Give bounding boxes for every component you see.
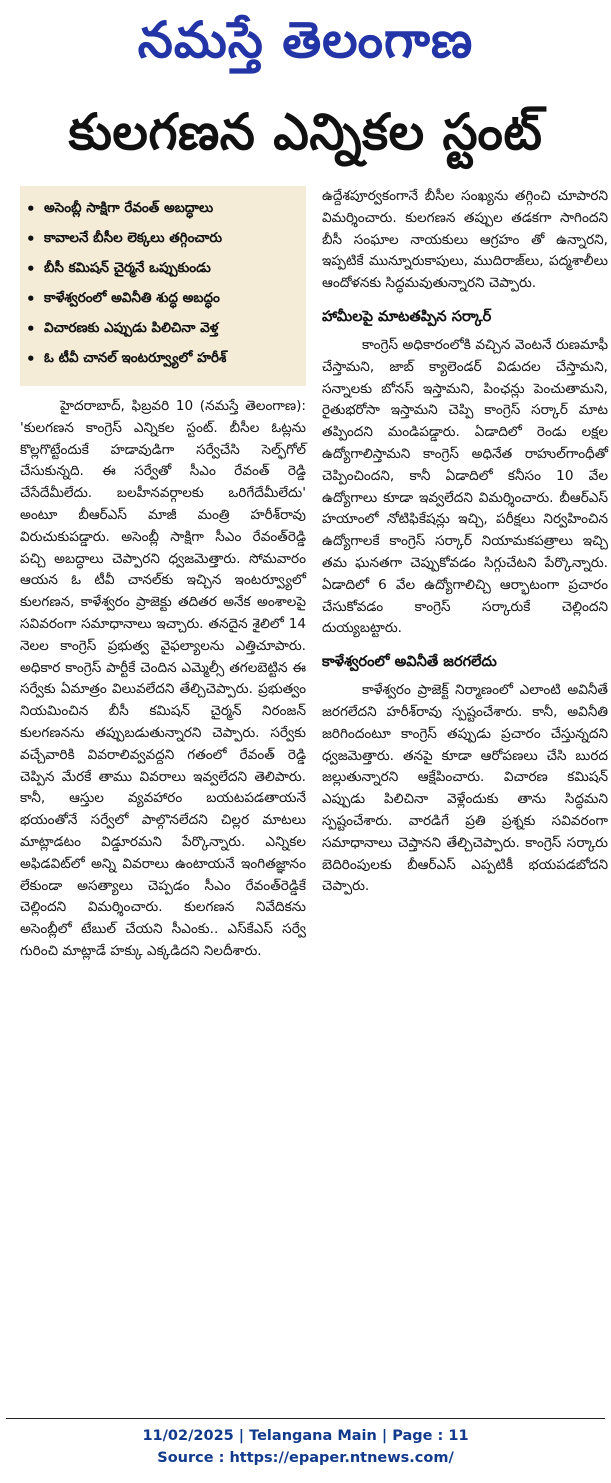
bullet-icon: • bbox=[26, 200, 36, 218]
footer-source-link[interactable]: Source : https://epaper.ntnews.com/ bbox=[157, 1450, 454, 1466]
subheading-kaleshwaram: కాళేశ్వరంలో అవినీతే జరగలేదు bbox=[322, 653, 497, 671]
right-intro-paragraph: ఉద్దేశపూర్వకంగానే బీసీల సంఖ్యను తగ్గించి చూపారని విమర్శించారు. కులగణన తప్పుల తడకగా సాగిందని బీసీ సంఘాల నాయకులు ఆగ్రహం తో ఉన్నారని, ఇప్పటికే మున్నూరుకాపులు, ముదిరాజ్‌లు, పద్మశాలీలు ఆందోళనకు సిద్ధమవుతున్నారని చెప్పారు. bbox=[322, 188, 608, 292]
masthead-title: నమస్తే తెలంగాణ bbox=[137, 10, 474, 69]
newspaper-masthead bbox=[0, 0, 611, 92]
highlight-item: • బీసీ కమిషన్ చైర్మనే ఒప్పుకుండు bbox=[26, 259, 211, 278]
bullet-icon: • bbox=[26, 230, 36, 248]
highlights-box bbox=[20, 186, 306, 386]
highlight-item: • అసెంబ్లీ సాక్షిగా రేవంత్ అబద్ధాలు bbox=[26, 199, 214, 218]
highlight-item: • కావాలనే బీసీల లెక్కలు తగ్గించారు bbox=[26, 229, 223, 248]
headline-text: కులగణన ఎన్నికల స్టంట్ bbox=[68, 102, 543, 161]
promises-paragraph: కాంగ్రెస్ అధికారంలోకి వచ్చిన వెంటనే రుణమాఫీ చేస్తామని, జాబ్ క్యాలెండర్ విడుదల చేస్తామని, సన్నాలకు బోనస్ ఇస్తామని, పింఛన్లు పెంచుతామని, రైతుభరోసా ఇస్తామని చెప్పి కాంగ్రెస్ సర్కార్ మాట తప్పిందని మండిపడ్డారు. ఏడాదిలో రెండు లక్షల ఉద్యోగాలిస్తామని కాంగ్రెస్ అధినేత రాహుల్‌గాంధీతో చెప్పించిందని, కానీ ఏడాదిలో కనీసం 10 వేల ఉద్యోగాలు కూడా ఇవ్వలేదని విమర్శించారు. బీఆర్ఎస్ హయాంలో నోటిఫికేషన్లు ఇచ్చి, పరీక్షలు నిర్వహించిన ఉద్యోగాలకే కాంగ్రెస్ సర్కార్ నియామకపత్రాలు ఇచ్చి తమ ఘనతగా చెప్పుకోవడం సిగ్గుచేటని పేర్కొన్నారు. ఏడాదిలో 6 వేల ఉద్యోగాలిచ్చి ఆర్భాటంగా ప్రచారం చేసుకోవడం కాంగ్రెస్ సర్కారుకే చెల్లిందని దుయ్యబట్టారు. bbox=[322, 336, 608, 637]
article-body bbox=[20, 186, 608, 1396]
highlight-item: • ఓ టీవీ చానల్ ఇంటర్వ్యూలో హరీశ్ bbox=[26, 349, 227, 368]
footer-divider bbox=[6, 1418, 605, 1419]
highlight-item: • విచారణకు ఎప్పుడు పిలిచినా వెళ్త bbox=[26, 319, 219, 338]
article-headline bbox=[0, 95, 611, 181]
highlight-item: • కాళేశ్వరంలో అవినీతి శుద్ధ అబద్ధం bbox=[26, 289, 220, 308]
kaleshwaram-paragraph: కాళేశ్వరం ప్రాజెక్ట్ నిర్మాణంలో ఎలాంటి అవినీతే జరగలేదని హరీశ్‌రావు స్పష్టంచేశారు. కానీ, అవినీతి జరిగిందంటూ కాంగ్రెస్ తప్పుడు ప్రచారం చేస్తున్నదని ధ్వజమెత్తారు. తనపై కూడా ఆరోపణలు చేసి బురద జల్లుతున్నారని ఆక్షేపించారు. విచారణ కమిషన్ ఎప్పుడు పిలిచినా వెళ్లేందుకు తాను సిద్ధమని స్పష్టంచేశారు. వారడిగే ప్రతి ప్రశ్నకు సవివరంగా సమాధానాలు చెప్తానని తేల్చిచెప్పారు. కాంగ్రెస్ సర్కారు బెదిరింపులకు బీఆర్ఎస్ ఎప్పటికీ భయపడబోదని చెప్పారు. bbox=[322, 682, 608, 895]
page-footer bbox=[0, 1425, 611, 1469]
bullet-icon: • bbox=[26, 320, 36, 338]
bullet-icon: • bbox=[26, 350, 36, 368]
left-body-paragraph: హైదరాబాద్, ఫిబ్రవరి 10 (నమస్తే తెలంగాణ): 'కులగణన కాంగ్రెస్ ఎన్నికల స్టంట్. బీసీల ఓట్లను కొల్లగొట్టేందుకే హడావుడిగా సర్వేచేసి సెల్ఫ్‌గోల్ చేసుకున్నది. ఈ సర్వేతో సీఎం రేవంత్ రెడ్డి చేసేదేమీలేదు. బలహీనవర్గాలకు ఒరిగేదేమీలేదు' అంటూ బీఆర్ఎస్ మాజీ మంత్రి హరీశ్‌రావు విరుచుకుపడ్డారు. అసెంబ్లీ సాక్షిగా సీఎం రేవంత్‌రెడ్డి పచ్చి అబద్ధాలు చెప్పారని ధ్వజమెత్తారు. సోమవారం ఆయన ఓ టీవీ చానల్‌కు ఇచ్చిన ఇంటర్వ్యూలో కులగణన, కాళేశ్వరం ప్రాజెక్టు తదితర అనేక అంశాలపై సవివరంగా సమాధానాలు ఇచ్చారు. తనదైన శైలిలో 14 నెలల కాంగ్రెస్ ప్రభుత్వ వైఫల్యాలను ఎత్తిచూపారు. అధికార కాంగ్రెస్ పార్టీకే చెందిన ఎమ్మెల్సీ తగలబెట్టిన ఈ సర్వేకు ఏమాత్రం విలువలేదని తేల్చిచెప్పారు. ప్రభుత్వం నియమించిన బీసీ కమిషన్ చైర్మన్ నిరంజన్ కులగణనను తప్పుబడుతున్నారని చెప్పారు. సర్వేకు వచ్చేవారికి వివరాలివ్వవద్దని గతంలో రేవంత్ రెడ్డి చెప్పిన మేరకే తాము వివరాలు ఇవ్వలేదని తెలిపారు. కానీ, ఆస్తుల వ్యవహారం బయటపడతాయనే భయంతోనే సర్వేలో పాల్గొనలేదని చిల్లర మాటలు మాట్లాడటం విడ్డూరమని పేర్కొన్నారు. ఎన్నికల అఫిడవిట్‌లో అన్ని వివరాలు ఉంటాయనే ఇంగితజ్ఞానం లేకుండా అసత్యాలు చెప్పడం సీఎం రేవంత్‌రెడ్డికే చెల్లిందని విమర్శించారు. కులగణన నివేదికను అసెంబ్లీలో టేబుల్ చేయని సీఎంకు.. ఎస్‌కేఎస్ సర్వే గురించి మాట్లాడే హక్కు ఎక్కడిదని నిలదీశారు. bbox=[20, 398, 306, 959]
subheading-promises: హామీలపై మాటతప్పిన సర్కార్ bbox=[322, 307, 492, 325]
footer-edition-info: 11/02/2025 | Telangana Main | Page : 11 bbox=[142, 1428, 469, 1444]
left-column bbox=[20, 186, 306, 963]
bullet-icon: • bbox=[26, 290, 36, 308]
bullet-icon: • bbox=[26, 260, 36, 278]
right-column bbox=[322, 186, 608, 898]
